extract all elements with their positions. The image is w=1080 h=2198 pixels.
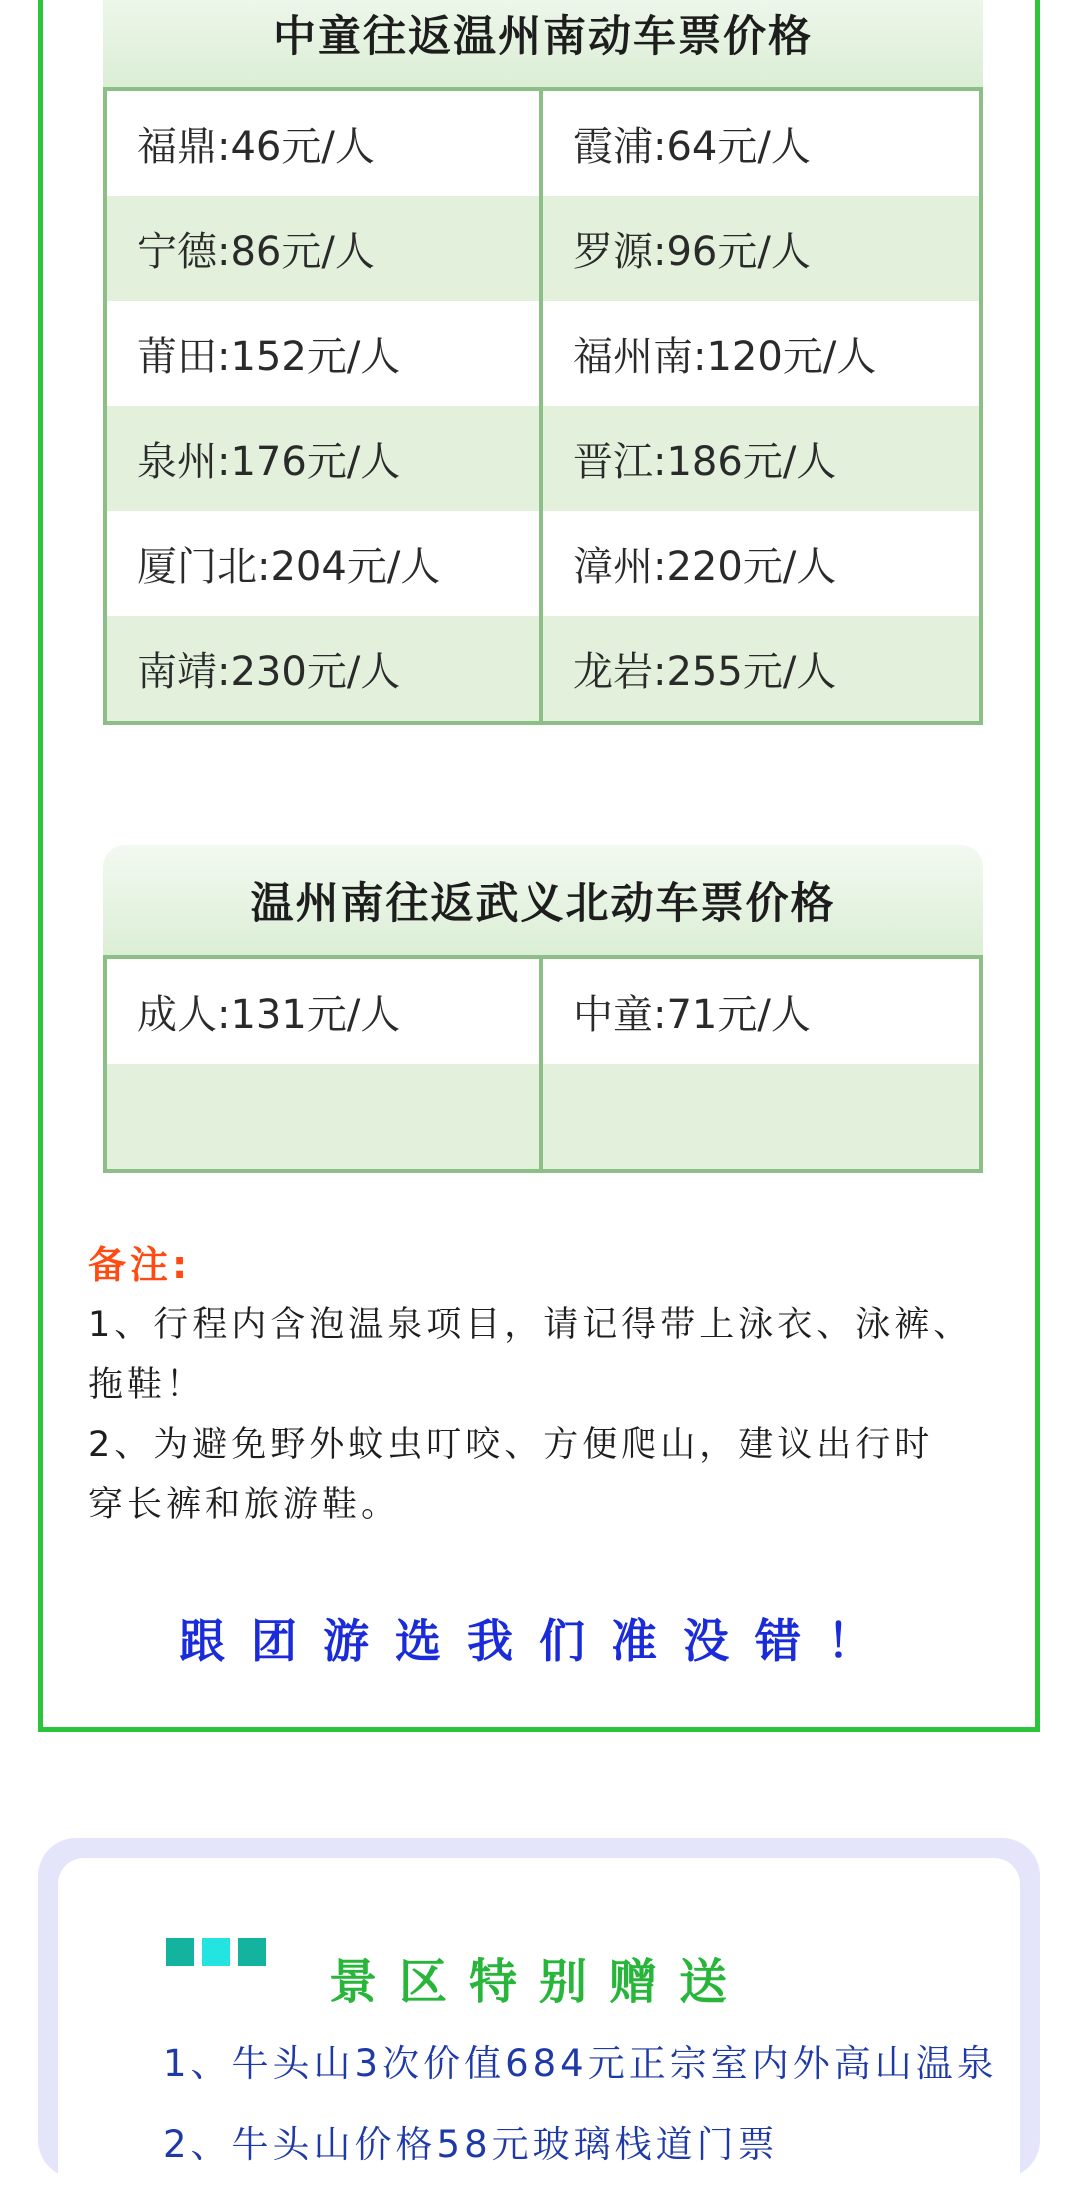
notes-line: 穿长裤和旅游鞋。 xyxy=(88,1485,401,1525)
table-grid xyxy=(103,955,983,1173)
table-cell: 中童:71元/人 xyxy=(573,992,811,1038)
table-grid xyxy=(103,87,983,725)
table-cell: 宁德:86元/人 xyxy=(107,196,543,301)
table-cell: 莆田:152元/人 xyxy=(107,301,543,406)
gift-item: 2、牛头山价格58元玻璃栈道门票 xyxy=(163,2123,779,2166)
table-cell: 南靖:230元/人 xyxy=(107,616,543,721)
notes-line: 2、为避免野外蚊虫叮咬、方便爬山，建议出行时 xyxy=(88,1425,934,1465)
table-cell: 罗源:96元/人 xyxy=(543,196,979,301)
gift-title: 景区特别赠送 xyxy=(328,1954,749,2010)
ticket-table-adult xyxy=(103,845,983,1173)
notes-section xyxy=(88,1235,1008,1535)
ticket-table-child xyxy=(103,0,983,725)
table-cell: 晋江:186元/人 xyxy=(543,406,979,511)
gift-card xyxy=(38,1838,1040,2178)
notes-title: 备注: xyxy=(88,1243,192,1287)
table-cell: 漳州:220元/人 xyxy=(573,544,837,590)
table-cell: 福鼎:46元/人 xyxy=(107,91,543,196)
table-cell: 霞浦:64元/人 xyxy=(573,124,811,170)
table-cell: 泉州:176元/人 xyxy=(107,406,543,511)
table-cell xyxy=(107,1064,543,1169)
table-cell: 厦门北:204元/人 xyxy=(107,511,543,616)
notes-line: 拖鞋！ xyxy=(88,1365,206,1405)
table-cell: 福州南:120元/人 xyxy=(573,334,877,380)
table-cell: 成人:131元/人 xyxy=(107,959,543,1064)
slogan: 跟团游选我们准没错！ xyxy=(179,1614,899,1668)
gift-item: 1、牛头山3次价值684元正宗室内外高山温泉 xyxy=(163,2042,998,2085)
notes-line: 1、行程内含泡温泉项目，请记得带上泳衣、泳裤、 xyxy=(88,1305,973,1345)
gift-card-inner xyxy=(58,1858,1020,2198)
table-cell: 龙岩:255元/人 xyxy=(543,616,979,721)
table-title: 温州南往返武义北动车票价格 xyxy=(103,845,983,955)
table-cell xyxy=(543,1064,979,1169)
table-title: 中童往返温州南动车票价格 xyxy=(103,0,983,87)
